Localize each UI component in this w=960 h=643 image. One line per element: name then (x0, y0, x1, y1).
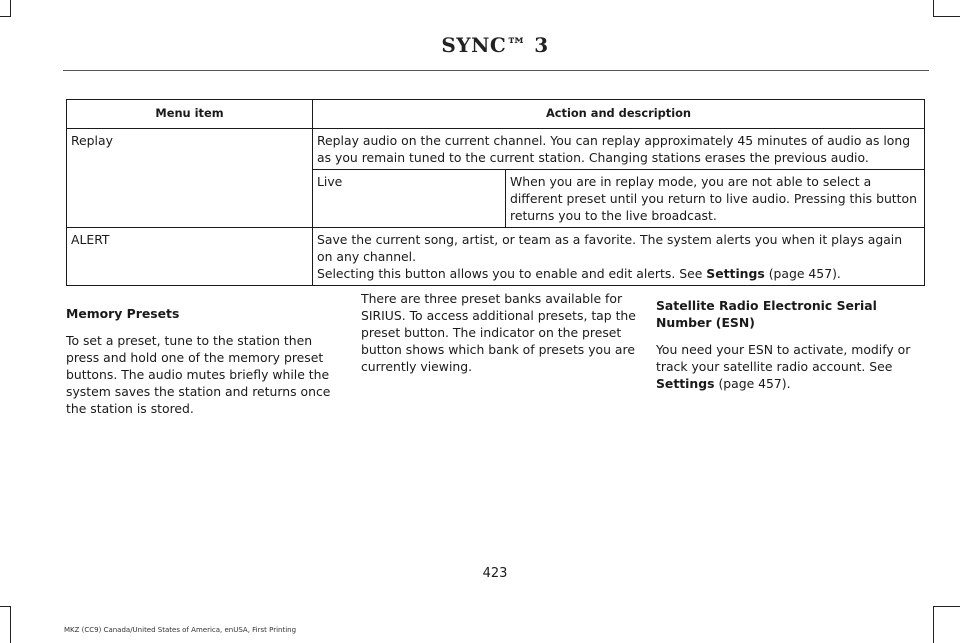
alert-description-text: Save the current song, artist, or team as a favorite. The system alerts you when it plays again on any channel. (317, 232, 903, 264)
cell-replay-item: Replay (67, 129, 313, 228)
cell-live-description: When you are in replay mode, you are not able to select a different preset until you return to live audio. Pressing this button returns you to the live broadcast. (506, 170, 925, 228)
esn-body (656, 341, 926, 392)
column-header-action: Action and description (313, 100, 925, 129)
cell-alert-description (313, 228, 925, 286)
cell-replay-description: Replay audio on the current channel. You can replay approximately 45 minutes of audio as long as you remain tuned to the current station. Changing stations erases the previous audio. (313, 129, 925, 170)
crop-mark-bottom-left-v (10, 606, 11, 643)
cell-live-item: Live (313, 170, 506, 228)
esn-body-suffix: (page 457). (714, 376, 791, 391)
cell-alert-item: ALERT (67, 228, 313, 286)
crop-mark-top-right-v (933, 0, 934, 16)
column-header-menu-item: Menu item (67, 100, 313, 129)
crop-mark-bottom-right-h (933, 606, 960, 607)
header-divider (63, 70, 929, 71)
alert-settings-link[interactable]: Settings (706, 266, 765, 281)
esn-section (656, 297, 926, 400)
alert-note-suffix: (page 457). (764, 266, 841, 281)
preset-banks-section (361, 290, 636, 383)
esn-body-prefix: You need your ESN to activate, modify or track your satellite radio account. See (656, 342, 911, 374)
alert-note-prefix: Selecting this button allows you to enable and edit alerts. See (317, 266, 707, 281)
preset-banks-body: There are three preset banks available for SIRIUS. To access additional presets, tap the preset button. The indicator on the preset button shows which bank of presets you are currently viewing. (361, 291, 636, 374)
print-footer: MKZ (CC9) Canada/United States of America, enUSA, First Printing (64, 626, 297, 634)
memory-presets-heading: Memory Presets (66, 306, 180, 321)
memory-presets-body: To set a preset, tune to the station then press and hold one of the memory preset buttons. The audio mutes briefly while the system saves the station and returns once the station is stored. (66, 333, 331, 416)
esn-settings-link[interactable]: Settings (656, 376, 715, 391)
table-row-replay (67, 129, 925, 170)
table-header-row (67, 100, 925, 129)
table-row-alert (67, 228, 925, 286)
crop-mark-top-left-h (0, 16, 11, 17)
esn-heading: Satellite Radio Electronic Serial Number (ESN) (656, 298, 877, 330)
crop-mark-bottom-left-h (0, 606, 11, 607)
menu-table (66, 99, 925, 286)
page-number: 423 (482, 566, 508, 581)
page-header-title: SYNC™ 3 (441, 33, 549, 57)
crop-mark-top-right-h (933, 16, 960, 17)
crop-mark-top-left-v (10, 0, 11, 16)
crop-mark-bottom-right-v (933, 606, 934, 643)
memory-presets-section (66, 305, 338, 425)
